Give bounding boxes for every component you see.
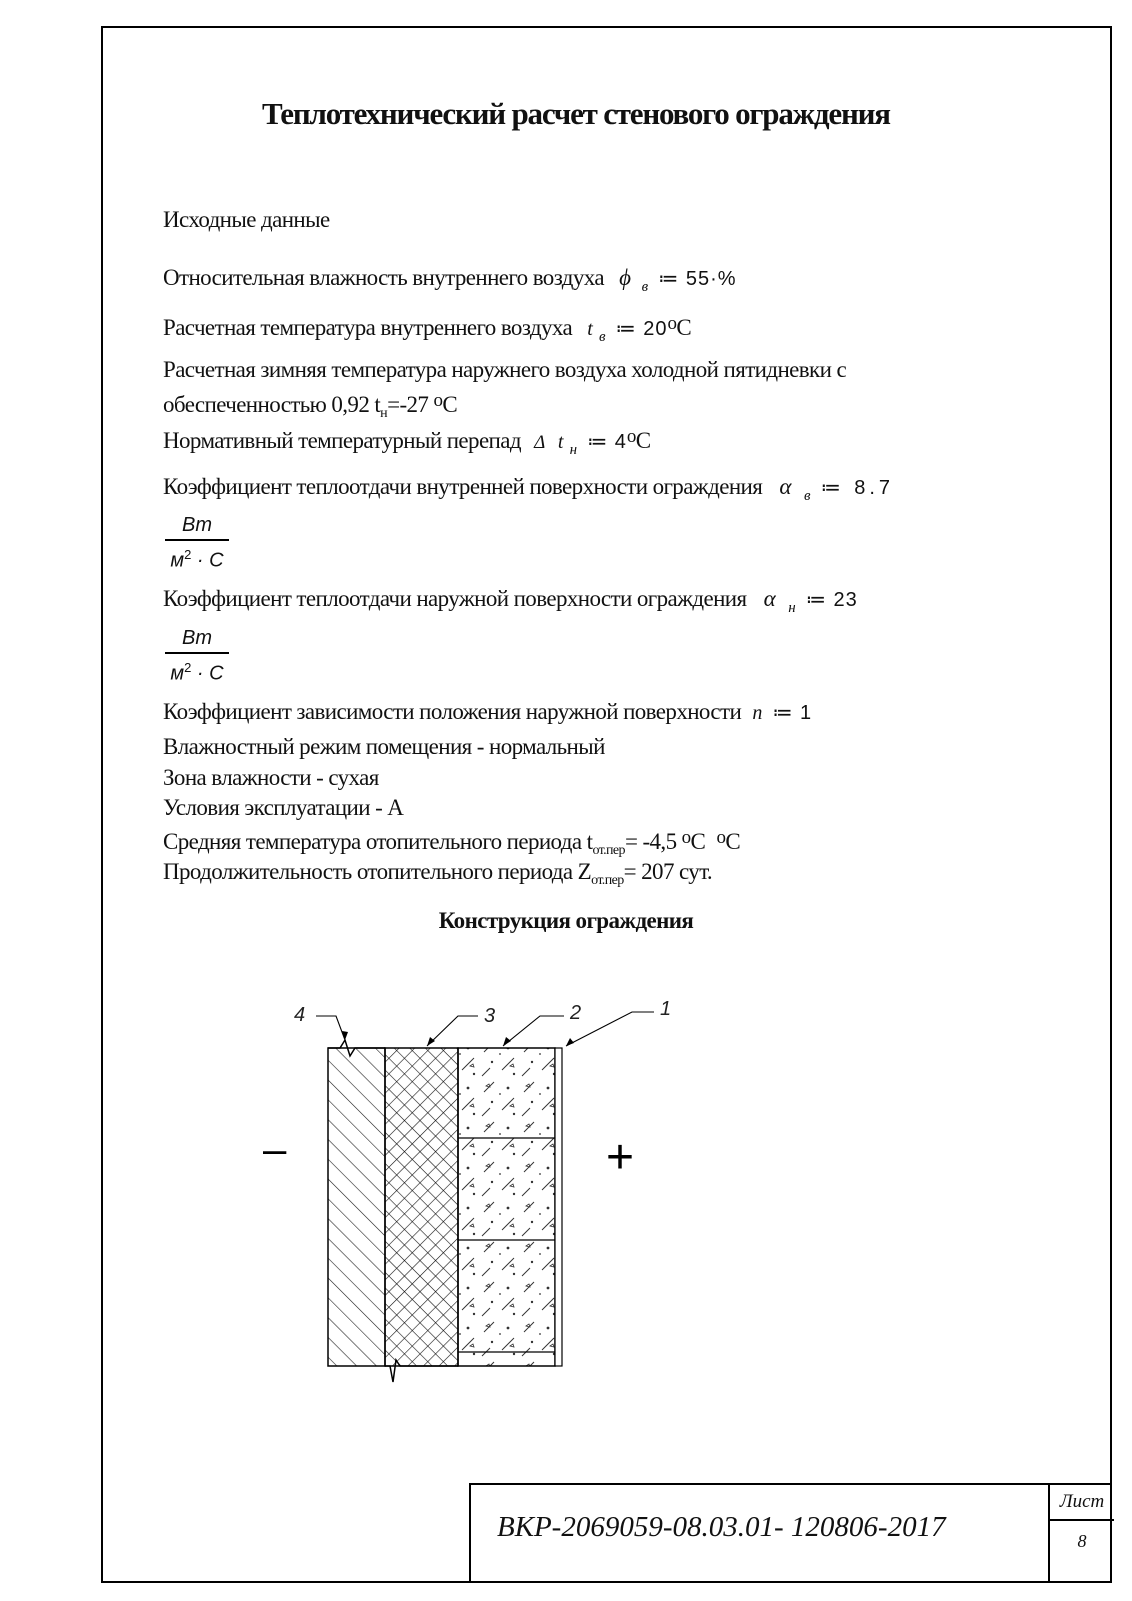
heating-temp-unit-o: о [681, 827, 691, 848]
document-code: ВКР-2069059-08.03.01- 120806-2017 [497, 1511, 946, 1543]
layer-label-2: 2 [570, 1002, 582, 1024]
layer-label-1: 1 [660, 998, 672, 1020]
norm-diff-unit-c: С [635, 428, 651, 453]
inner-temp-label: Расчетная температура внутреннего воздуха [163, 315, 573, 340]
sheet-cell [1048, 1485, 1114, 1583]
heating-duration-value: = 207 сут. [623, 859, 713, 884]
winter-temp-subscript: н [380, 406, 388, 421]
delta-symbol: Δ [534, 432, 545, 453]
humidity-zone: Зона влажности - сухая [163, 765, 379, 790]
winter-temp-unit-o: о [433, 390, 443, 411]
sheet-separator [1050, 1519, 1114, 1521]
layer-label-4: 4 [294, 1004, 306, 1026]
alpha-out-label: Коэффициент теплоотдачи наружной поверхности ограждения [163, 586, 747, 611]
heating-duration-label: Продолжительность отопительного периода Z [163, 859, 592, 884]
alpha-in-value: ≔ 8.7 [820, 477, 895, 499]
heating-temp-subscript: от.пер [592, 843, 625, 858]
page-title: Теплотехнический расчет стенового ограждения [262, 96, 890, 131]
humidity-mode: Влажностный режим помещения - нормальный [163, 734, 605, 759]
title-block-stamp [469, 1483, 1112, 1583]
humidity-subscript: в [641, 279, 650, 295]
winter-temp-unit-c: С [442, 392, 458, 417]
position-coef-value: ≔ 1 [772, 702, 813, 724]
initial-data-heading: Исходные данные [163, 207, 330, 232]
heating-temp-unit2-c: С [725, 829, 741, 854]
humidity-label: Относительная влажность внутреннего воздуха [163, 265, 604, 290]
alpha-out-symbol: α [763, 586, 776, 611]
inner-temp-unit-o: о [667, 313, 677, 334]
heating-temp-unit-c: С [690, 829, 706, 854]
norm-diff-subscript: н [569, 442, 579, 458]
winter-temp-value: =-27 [387, 392, 434, 417]
layer-3-insulation [385, 1048, 458, 1366]
unit-fraction-denominator: $м^2 \cdot С$ [170, 660, 224, 685]
inner-temp-value: ≔ 20 [615, 318, 668, 340]
alpha-out-subscript: н [788, 600, 797, 616]
humidity-value: ≔ 55·% [658, 268, 737, 290]
heating-temp-label: Средняя температура отопительного периода t [163, 829, 593, 854]
winter-temp-prefix: обеспеченностью 0,92 t [163, 392, 381, 417]
norm-diff-unit-o: о [626, 426, 636, 447]
norm-diff-value: ≔ 4 [587, 431, 627, 453]
alpha-in-symbol: α [779, 474, 791, 499]
alpha-in-subscript: в [804, 488, 812, 504]
inside-plus-sign: + [606, 1131, 635, 1184]
position-coef-symbol: n [752, 702, 764, 724]
unit-fraction-denominator: $м^2 \cdot С$ [170, 547, 224, 572]
inner-temp-subscript: в [598, 329, 607, 345]
sheet-label: Лист [1059, 1491, 1105, 1512]
winter-temp-line1: Расчетная зимняя температура наружнего воздуха холодной пятидневки с [163, 357, 847, 382]
inner-temp-unit-c: С [676, 315, 692, 340]
construction-title: Конструкция ограждения [438, 908, 694, 933]
humidity-symbol: ϕ [619, 265, 631, 290]
sheet-number: 8 [1077, 1531, 1087, 1551]
inner-temp-symbol: t [587, 318, 594, 340]
unit-fraction-numerator: Вт [182, 627, 212, 649]
unit-fraction-numerator: Вт [182, 514, 212, 536]
heating-temp-value: = -4,5 [624, 829, 682, 854]
norm-diff-label: Нормативный температурный перепад [163, 428, 521, 453]
layer-1-plaster [555, 1048, 562, 1366]
norm-diff-symbol: t [557, 431, 565, 453]
layer-4-brick [328, 1048, 385, 1366]
position-coef-label: Коэффициент зависимости положения наружной поверхности [163, 699, 742, 724]
layer-2-concrete [458, 1048, 555, 1366]
alpha-in-label: Коэффициент теплоотдачи внутренней поверхности ограждения [163, 474, 763, 499]
operation-conditions: Условия эксплуатации - А [163, 795, 404, 820]
outside-minus-sign: – [263, 1125, 287, 1172]
layer-label-3: 3 [484, 1005, 496, 1027]
heating-temp-unit2-o: о [716, 827, 726, 848]
heating-duration-subscript: от.пер [591, 873, 624, 888]
alpha-out-value: ≔ 23 [805, 589, 858, 611]
